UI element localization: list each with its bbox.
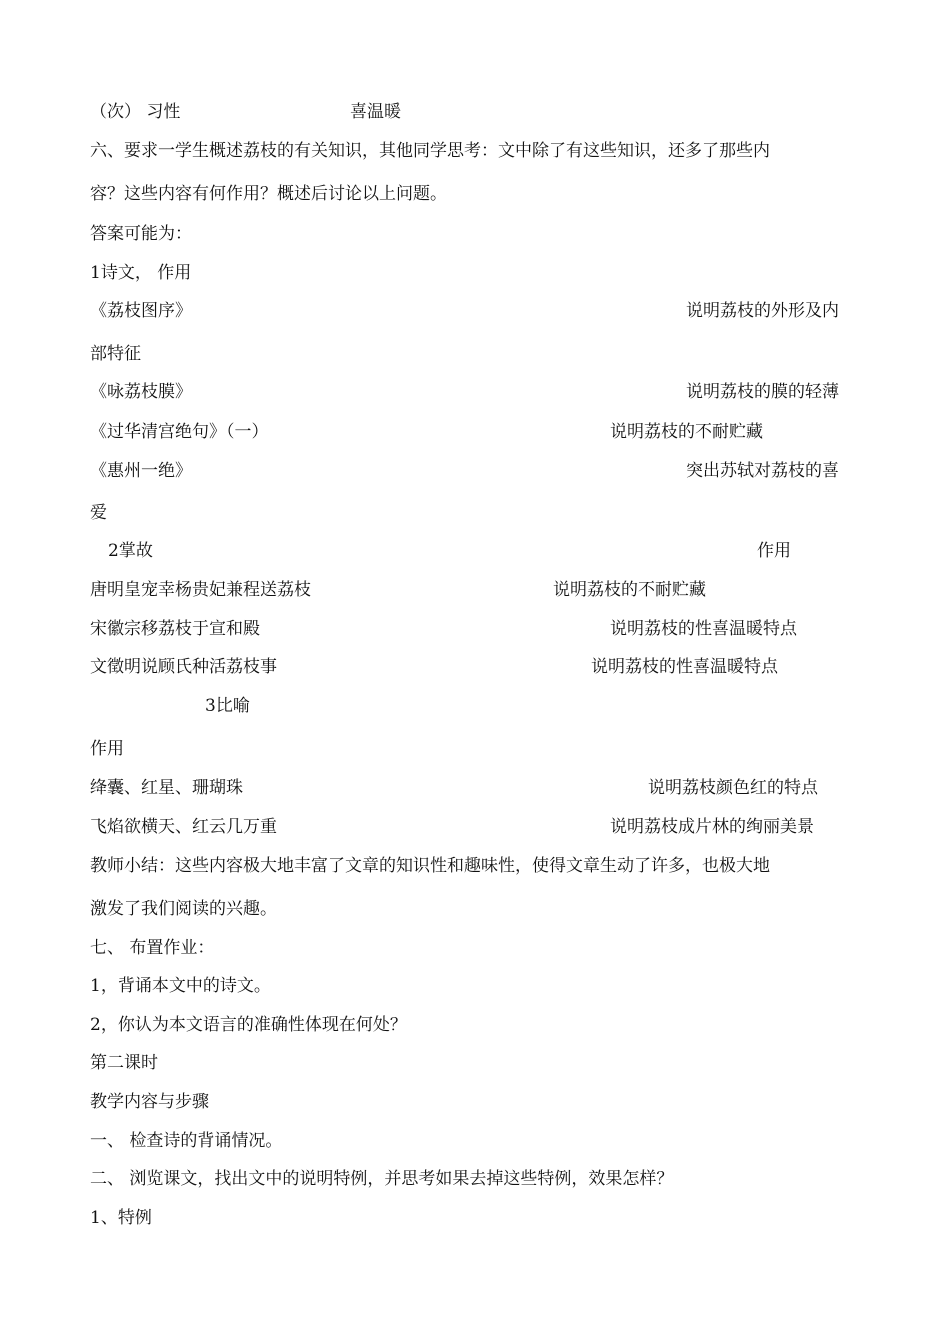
- text-line: 1，背诵本文中的诗文。: [90, 976, 271, 996]
- text-line: 二、 浏览课文，找出文中的说明特例，并思考如果去掉这些特例，效果怎样？: [90, 1169, 674, 1189]
- text-line: 《荔枝图序》: [90, 301, 192, 321]
- text-line: 3比喻: [205, 696, 250, 716]
- text-line: 激发了我们阅读的兴趣。: [90, 899, 277, 919]
- text-line: 2，你认为本文语言的准确性体现在何处？: [90, 1015, 407, 1035]
- text-line: 一、 检查诗的背诵情况。: [90, 1131, 283, 1151]
- text-line: 说明荔枝的不耐贮藏: [553, 580, 706, 600]
- text-line: 说明荔枝成片林的绚丽美景: [610, 817, 814, 837]
- text-line: 爱: [90, 503, 107, 523]
- text-line: 说明荔枝的膜的轻薄: [686, 382, 839, 402]
- text-line: 六、要求一学生概述荔枝的有关知识，其他同学思考：文中除了有这些知识，还多了那些内: [90, 141, 770, 161]
- text-line: 七、 布置作业：: [90, 938, 215, 958]
- text-line: 飞焰欲横天、红云几万重: [90, 817, 277, 837]
- text-line: 1、特例: [90, 1208, 152, 1228]
- text-line: 说明荔枝的性喜温暖特点: [591, 657, 778, 677]
- text-line: 喜温暖: [350, 102, 401, 122]
- text-line: 第二课时: [90, 1053, 158, 1073]
- text-line: 说明荔枝的外形及内: [686, 301, 839, 321]
- text-line: 说明荔枝颜色红的特点: [648, 778, 818, 798]
- text-line: 部特征: [90, 344, 141, 364]
- text-line: 《惠州一绝》: [90, 461, 192, 481]
- text-line: 文徵明说顾氏种活荔枝事: [90, 657, 277, 677]
- text-line: 突出苏轼对荔枝的喜: [686, 461, 839, 481]
- text-line: 说明荔枝的性喜温暖特点: [610, 619, 797, 639]
- text-line: 2掌故: [108, 541, 153, 561]
- text-line: 《咏荔枝膜》: [90, 382, 192, 402]
- text-line: 容？这些内容有何作用？概述后讨论以上问题。: [90, 184, 447, 204]
- text-line: 唐明皇宠幸杨贵妃兼程送荔枝: [90, 580, 311, 600]
- text-line: 教师小结：这些内容极大地丰富了文章的知识性和趣味性，使得文章生动了许多，也极大地: [90, 856, 770, 876]
- text-line: 宋徽宗移荔枝于宣和殿: [90, 619, 260, 639]
- text-line: 作用: [757, 541, 791, 561]
- text-line: 答案可能为：: [90, 224, 192, 244]
- text-line: 说明荔枝的不耐贮藏: [610, 422, 763, 442]
- text-line: （次） 习性: [90, 102, 181, 122]
- text-line: 《过华清宫绝句》（一）: [90, 422, 269, 442]
- text-line: 绛囊、红星、珊瑚珠: [90, 778, 243, 798]
- text-line: 1诗文， 作用: [90, 263, 192, 283]
- text-line: 作用: [90, 739, 124, 759]
- text-line: 教学内容与步骤: [90, 1092, 209, 1112]
